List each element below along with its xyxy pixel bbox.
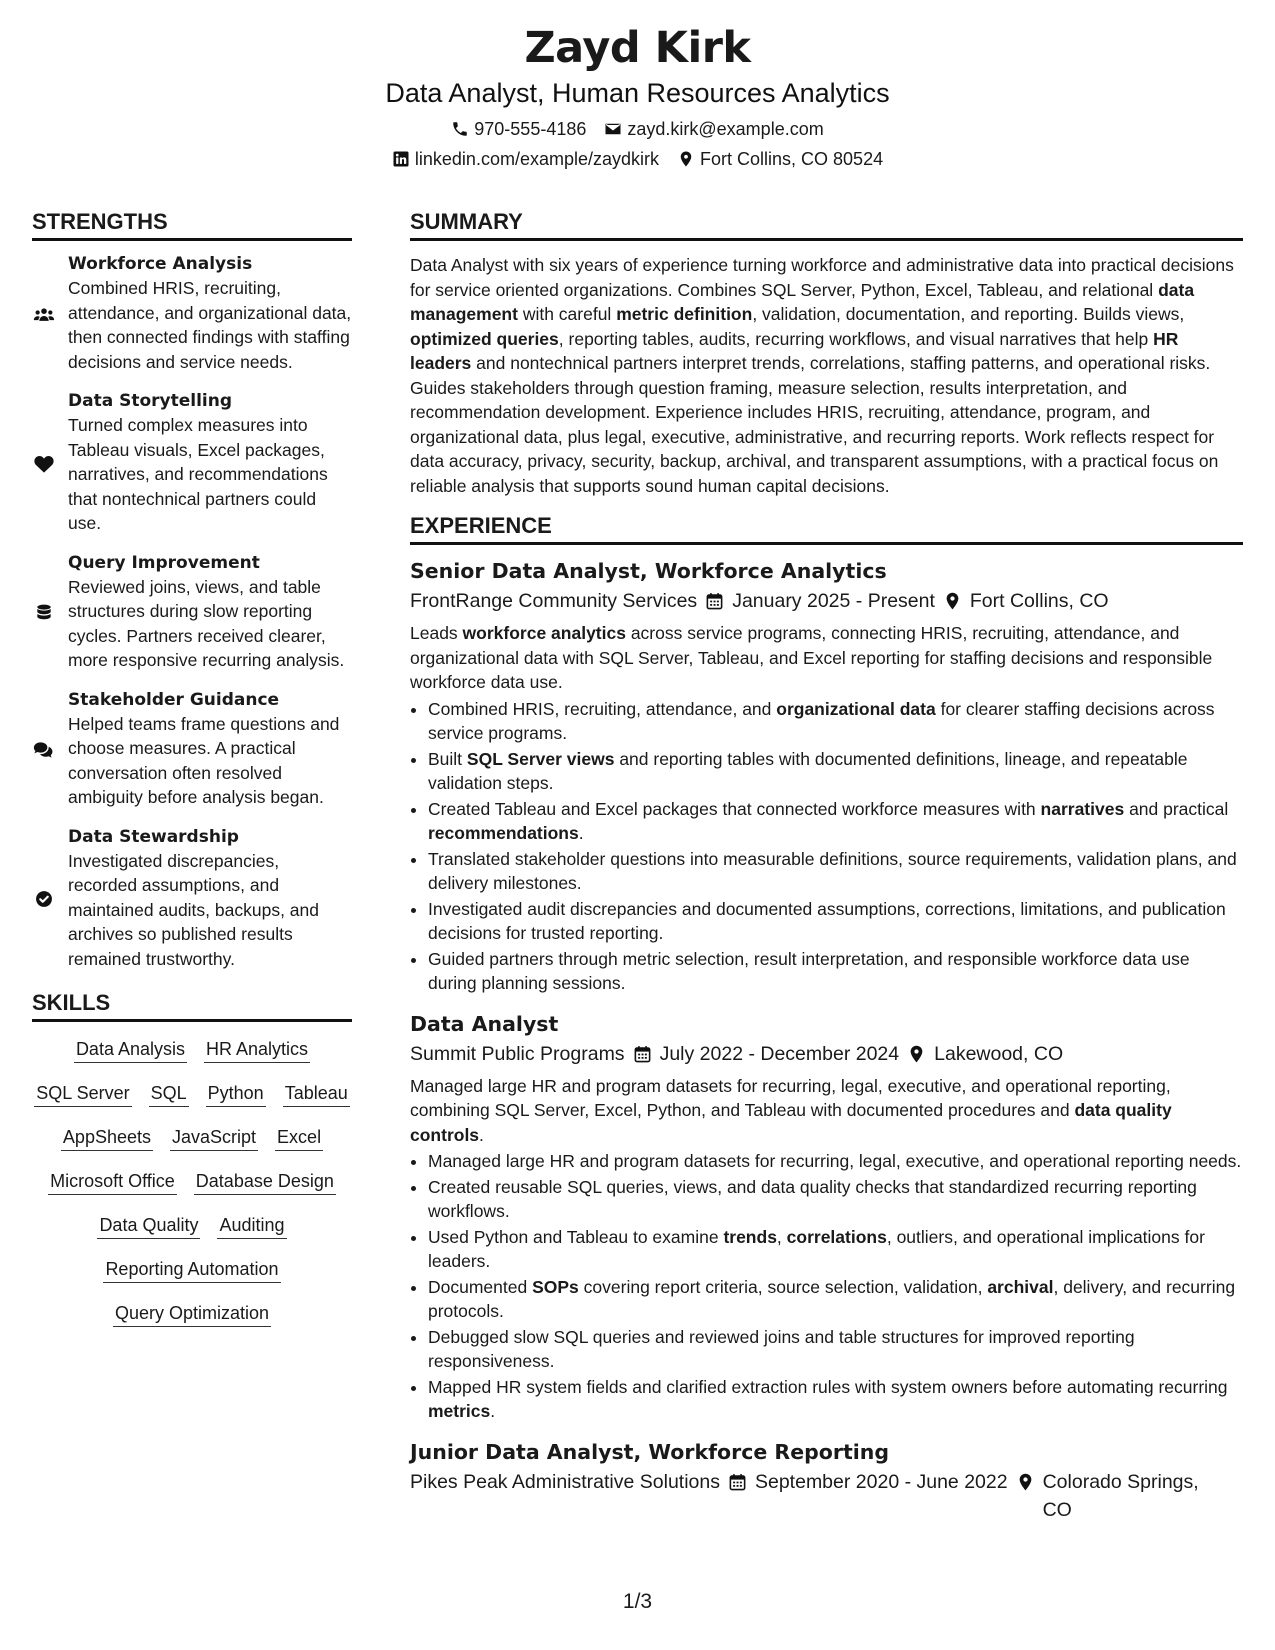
- skill-tag: Excel: [275, 1126, 323, 1151]
- strength-title: Data Stewardship: [68, 826, 239, 847]
- candidate-name: Zayd Kirk: [524, 23, 751, 73]
- strength-title: Workforce Analysis: [68, 254, 253, 274]
- envelope-icon: [604, 120, 622, 138]
- skill-row: [32, 1038, 352, 1063]
- summary-text: Data Analyst with six years of experience turning workforce and administrative data into practical decisions for service oriented organizations. Combines SQL Server, Python, Excel, Tableau, and relational data management with careful metric definition, validation, documentation, and reporting. Builds views, optimized queries, reporting tables, audits, recurring workflows, and visual narratives that help HR leaders and nontechnical partners interpret trends, correlations, staffing patterns, and operational risks. Guides stakeholders through question framing, measure selection, results interpretation, and recommendation development. Experience includes HRIS, recruiting, attendance, program, and organizational data, plus legal, executive, administrative, and recurring reports. Work reflects respect for data accuracy, privacy, security, backup, archival, and transparent assumptions, with a practical focus on reliable analysis that supports sound human capital decisions.: [410, 255, 1234, 496]
- job-bullet: • Mapped HR system fields and clarified extraction rules with system owners before automating recurring metrics.: [428, 1375, 1243, 1424]
- skill-tag: SQL: [149, 1082, 189, 1107]
- strength-desc: Helped teams frame questions and choose measures. A practical conversation often resolved ambiguity before analysis began.: [68, 713, 340, 807]
- skill-tag: SQL Server: [34, 1082, 131, 1107]
- strengths-heading: STRENGTHS: [32, 208, 352, 241]
- calendar-icon: [705, 591, 724, 611]
- strength-item: [32, 390, 352, 536]
- job-location: Colorado Springs, CO: [1042, 1470, 1199, 1521]
- users-icon: [32, 253, 56, 374]
- skill-tag: Database Design: [194, 1170, 336, 1195]
- job-entry: [410, 557, 1243, 996]
- linkedin-icon: [392, 150, 410, 168]
- skill-row: [32, 1082, 352, 1107]
- job-meta: [410, 1468, 1243, 1524]
- skill-tag: Python: [206, 1082, 266, 1107]
- map-pin-icon: [1016, 1472, 1035, 1492]
- experience-list: [410, 557, 1243, 1524]
- map-pin-icon: [677, 150, 695, 168]
- job-bullet: • Created reusable SQL queries, views, and data quality checks that standardized recurring reporting workflows.: [428, 1175, 1243, 1224]
- summary-heading: SUMMARY: [410, 208, 1243, 241]
- skill-row: [32, 1170, 352, 1195]
- email-contact[interactable]: [604, 118, 823, 140]
- skill-row: [32, 1302, 352, 1327]
- job-company: Pikes Peak Administrative Solutions: [410, 1470, 720, 1493]
- phone-icon: [451, 120, 469, 138]
- skill-row: [32, 1214, 352, 1239]
- job-bullet: • Translated stakeholder questions into measurable definitions, source requirements, validation plans, and delivery milestones.: [428, 847, 1243, 896]
- skill-tag: Auditing: [217, 1214, 286, 1239]
- strength-title: Query Improvement: [68, 552, 260, 573]
- skill-tag: AppSheets: [61, 1126, 153, 1151]
- strength-desc: Turned complex measures into Tableau visuals, Excel packages, narratives, and recommendations that nontechnical partners could use.: [68, 415, 328, 533]
- skill-tag: Tableau: [283, 1082, 350, 1107]
- job-title: Data Analyst: [410, 1011, 559, 1036]
- job-entry: [410, 1010, 1243, 1424]
- job-company: FrontRange Community Services: [410, 590, 698, 612]
- job-bullets: [410, 697, 1243, 996]
- skills-heading: SKILLS: [32, 989, 352, 1022]
- job-title: Senior Data Analyst, Workforce Analytics: [410, 559, 887, 583]
- strength-item: [32, 689, 352, 810]
- job-bullet: • Managed large HR and program datasets for recurring, legal, executive, and operational reporting needs.: [428, 1149, 1243, 1174]
- job-dates: September 2020 - June 2022: [754, 1470, 1008, 1493]
- map-pin-icon: [943, 591, 962, 611]
- strength-title: Stakeholder Guidance: [68, 689, 280, 710]
- strength-desc: Combined HRIS, recruiting, attendance, and organizational data, then connected findings with staffing decisions and service needs.: [68, 278, 352, 372]
- linkedin-contact[interactable]: [392, 148, 659, 170]
- page-number: 1/3: [622, 1590, 653, 1613]
- comments-icon: [32, 689, 56, 810]
- calendar-icon: [728, 1472, 747, 1492]
- job-meta: [410, 1040, 1243, 1068]
- job-description: Managed large HR and program datasets for recurring, legal, executive, and operational reporting, combining SQL Server, Excel, Python, and Tableau with documented procedures and data quality controls.: [410, 1075, 1172, 1145]
- job-bullets: [410, 1149, 1243, 1424]
- job-bullet: • Debugged slow SQL queries and reviewed joins and table structures for improved reporting responsiveness.: [428, 1325, 1243, 1374]
- contact-row-1: [0, 118, 1275, 140]
- skill-tag: JavaScript: [170, 1126, 258, 1151]
- strength-title: Data Storytelling: [68, 391, 233, 411]
- job-bullet: • Used Python and Tableau to examine trends, correlations, outliers, and operational implications for leaders.: [428, 1225, 1243, 1274]
- job-title: Junior Data Analyst, Workforce Reporting: [410, 1439, 890, 1464]
- skill-tag: Data Quality: [97, 1214, 200, 1239]
- database-icon: [32, 552, 56, 673]
- skill-tag: HR Analytics: [204, 1038, 310, 1063]
- job-bullet: • Combined HRIS, recruiting, attendance, and organizational data for clearer staffing decisions across service programs.: [428, 697, 1243, 746]
- strength-desc: Reviewed joins, views, and table structures during slow reporting cycles. Partners received clearer, more responsive recurring analysis.: [68, 576, 345, 670]
- candidate-title: Data Analyst, Human Resources Analytics: [385, 78, 890, 108]
- job-dates: January 2025 - Present: [732, 590, 935, 612]
- job-location: Fort Collins, CO: [969, 590, 1109, 612]
- job-dates: July 2022 - December 2024: [659, 1042, 900, 1065]
- contact-row-2: [0, 148, 1275, 170]
- job-bullet: • Created Tableau and Excel packages that connected workforce measures with narratives and practical recommendations.: [428, 797, 1243, 846]
- job-meta: [410, 587, 1243, 615]
- job-location: Lakewood, CO: [934, 1042, 1064, 1065]
- strength-item: [32, 253, 352, 374]
- strength-item: [32, 826, 352, 972]
- check-circle-icon: [32, 826, 56, 972]
- skill-tag: Data Analysis: [74, 1038, 187, 1063]
- right-column: [410, 208, 1243, 1538]
- skill-tag: Microsoft Office: [48, 1170, 177, 1195]
- job-description: Leads workforce analytics across service programs, connecting HRIS, recruiting, attendance, and organizational data with SQL Server, Tableau, and Excel reporting for staffing decisions and responsible workforce data use.: [410, 623, 1213, 692]
- skills-list: [32, 1038, 352, 1327]
- skill-row: [32, 1258, 352, 1283]
- skill-tag: Reporting Automation: [103, 1258, 280, 1283]
- job-entry: [410, 1438, 1243, 1524]
- experience-heading: EXPERIENCE: [410, 512, 1243, 545]
- skill-row: [32, 1126, 352, 1151]
- location-text: Fort Collins, CO 80524: [700, 149, 884, 169]
- job-bullet: • Guided partners through metric selection, result interpretation, and responsible workforce data use during planning sessions.: [428, 947, 1243, 996]
- left-column: [32, 208, 352, 1346]
- job-bullet: • Investigated audit discrepancies and documented assumptions, corrections, limitations, and publication decisions for trusted reporting.: [428, 897, 1243, 946]
- email-text: zayd.kirk@example.com: [627, 119, 824, 139]
- strength-item: [32, 552, 352, 673]
- calendar-icon: [633, 1044, 652, 1064]
- map-pin-icon: [907, 1044, 926, 1064]
- job-bullet: • Documented SOPs covering report criteria, source selection, validation, archival, delivery, and recurring protocols.: [428, 1275, 1243, 1324]
- skill-tag: Query Optimization: [113, 1302, 271, 1327]
- phone-text: 970-555-4186: [474, 119, 587, 139]
- location-contact: [677, 148, 883, 170]
- strength-desc: Investigated discrepancies, recorded assumptions, and maintained audits, backups, and archives so published results remained trustworthy.: [68, 850, 319, 969]
- job-company: Summit Public Programs: [410, 1042, 625, 1065]
- resume-header: [0, 0, 1275, 170]
- linkedin-text: linkedin.com/example/zaydkirk: [414, 149, 660, 169]
- heart-icon: [32, 390, 56, 536]
- job-bullet: • Built SQL Server views and reporting tables with documented definitions, lineage, and repeatable validation steps.: [428, 747, 1243, 796]
- phone-contact[interactable]: [451, 118, 586, 140]
